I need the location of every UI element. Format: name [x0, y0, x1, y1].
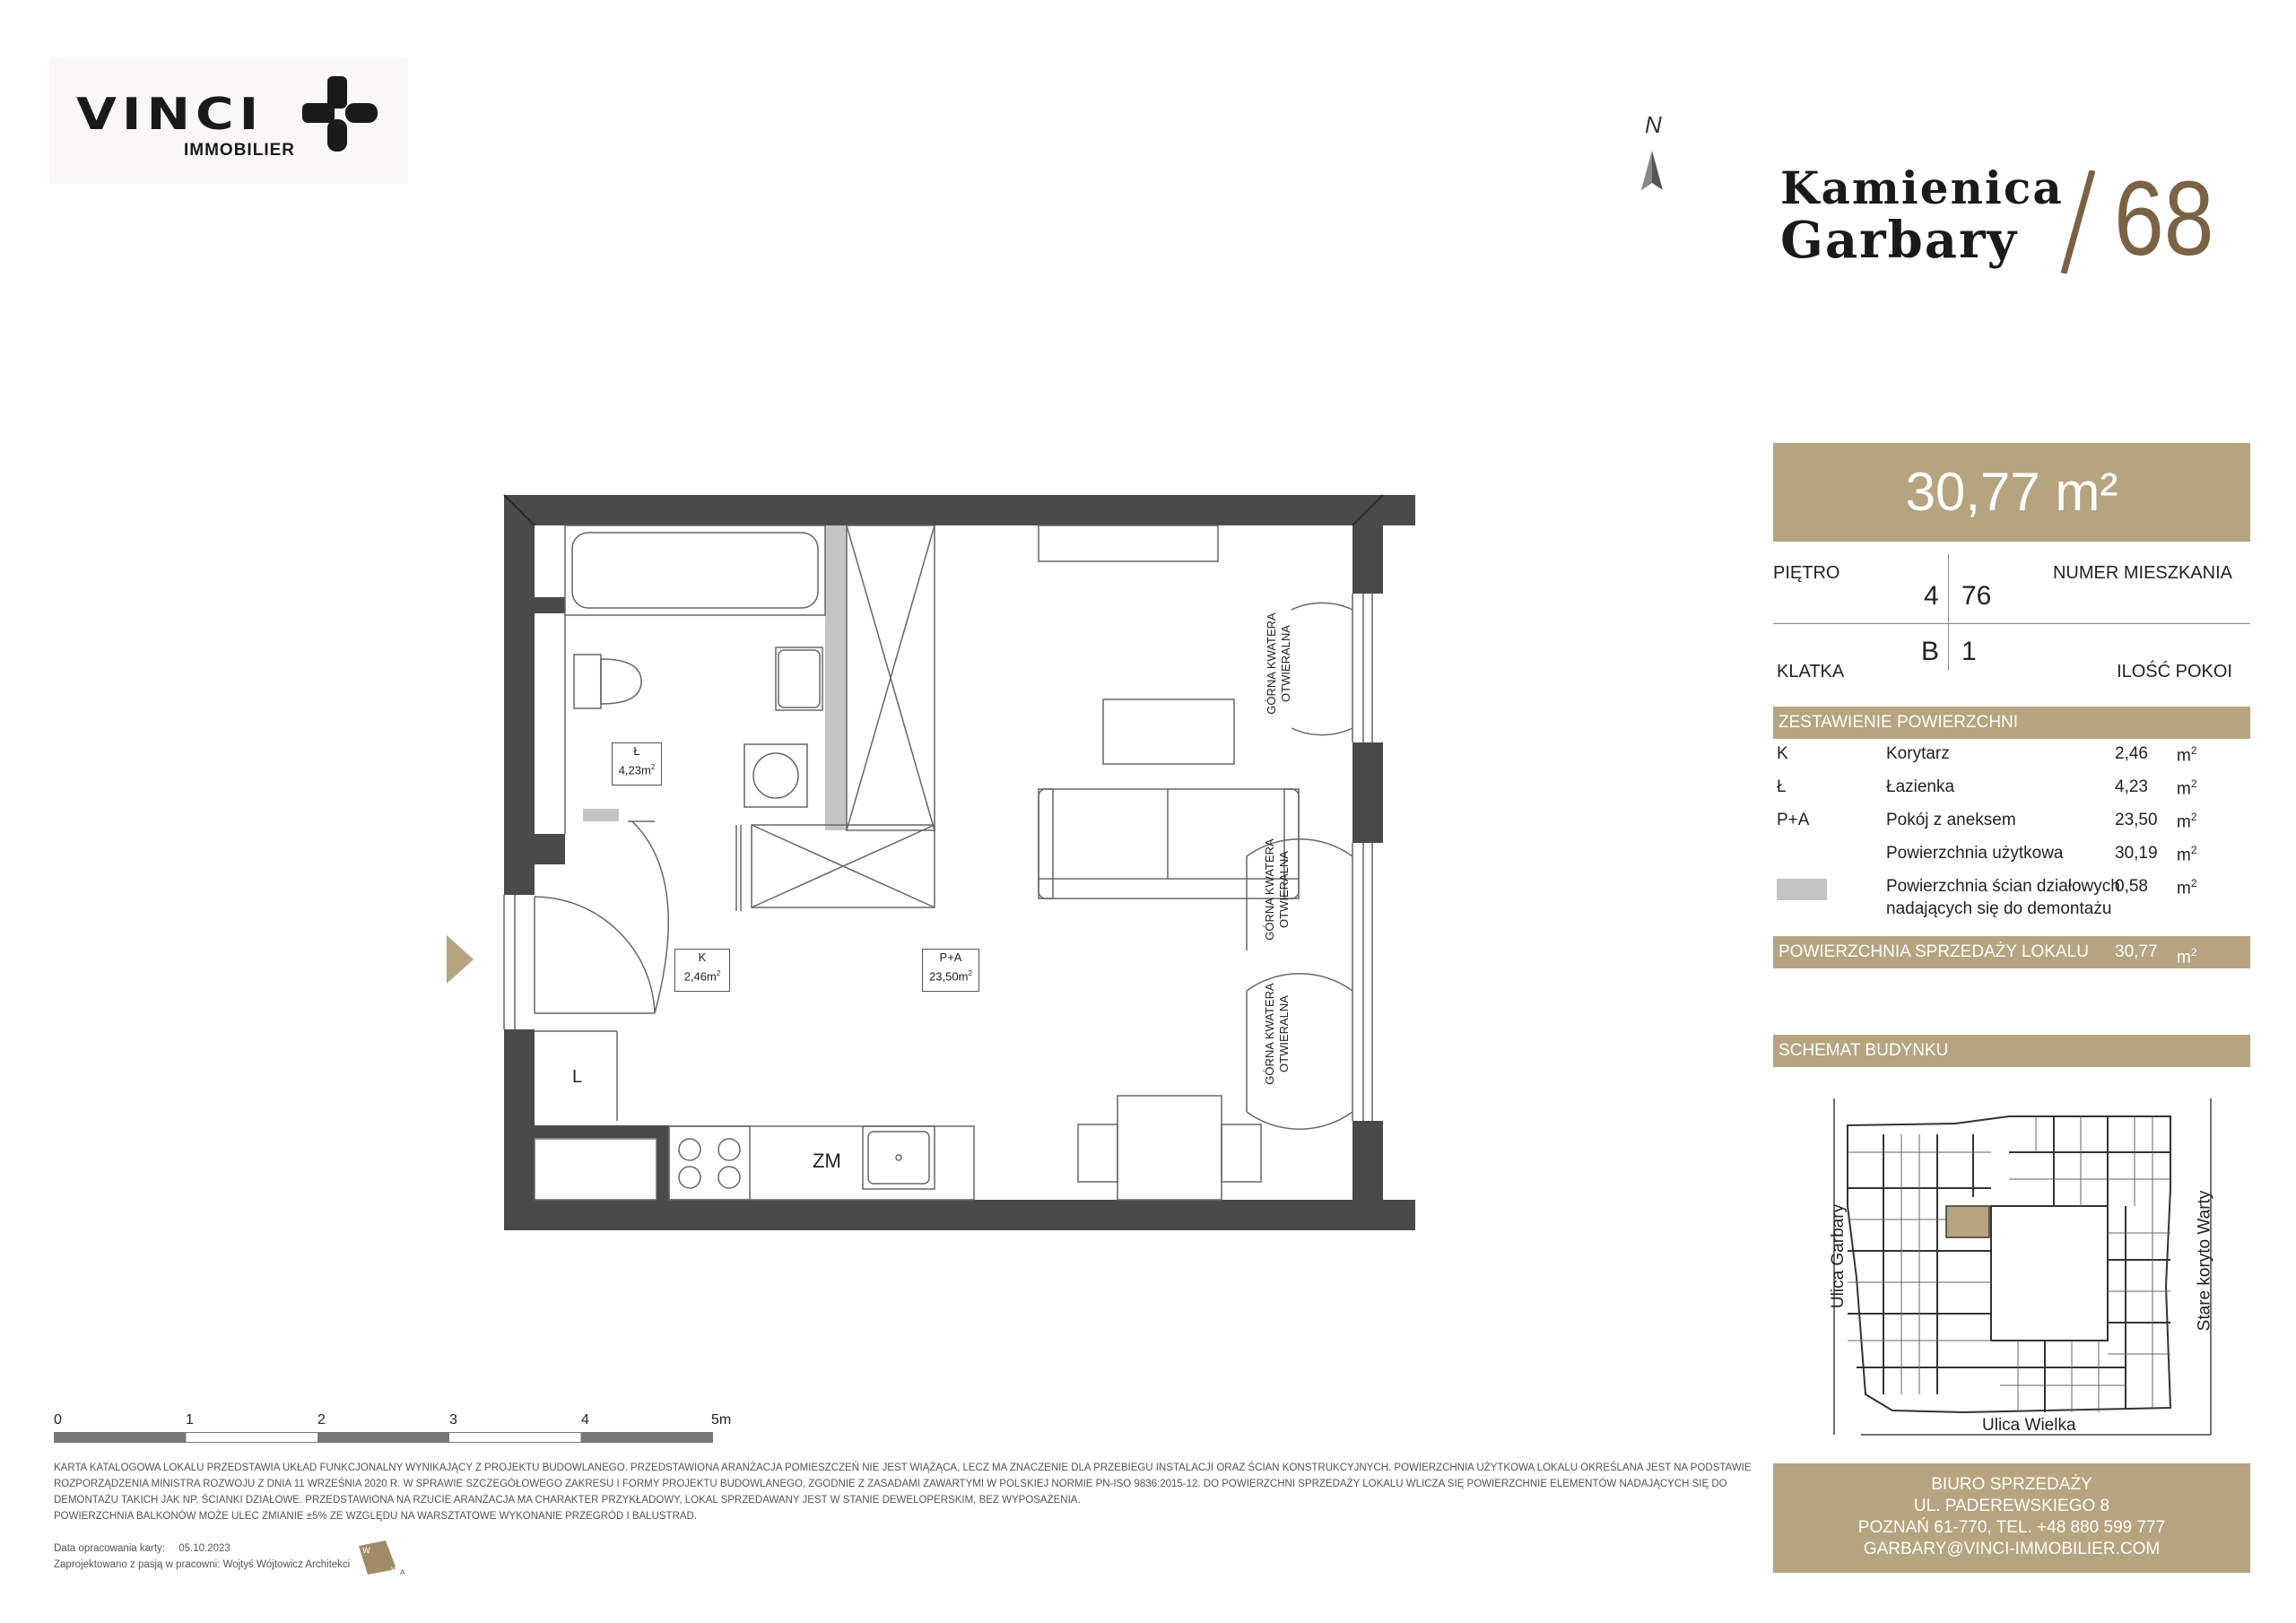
disclaimer-line4: POWIERZCHNIA BALKONÓW MOŻE ULEC ZMIANIE ±5% ZE WZGLĘDU NA WARSZTATOWE WYKONANIE PRZEGRÓD I BALUSTRAD. — [54, 1511, 698, 1522]
street-bottom: Ulica Wielka — [1982, 1416, 2076, 1435]
scale-tick-1: 1 — [186, 1412, 194, 1428]
scale-tick-2: 2 — [317, 1412, 326, 1428]
area-row-walls — [1773, 877, 2250, 922]
svg-text:A: A — [400, 1568, 405, 1576]
total-value: 30,77 — [2115, 942, 2158, 961]
scale-segments — [54, 1432, 713, 1443]
schema-header: SCHEMAT BUDYNKU — [1773, 1035, 2250, 1067]
area-code: K — [1777, 744, 1788, 763]
area-value: 23,50 — [2115, 811, 2158, 829]
area-value: 30,19 — [2115, 844, 2158, 863]
office-line3: POZNAŃ 61-770, TEL. +48 880 599 777 — [1857, 1518, 2166, 1537]
total-unit: $m^2$ — [2177, 946, 2197, 968]
walls-line2: nadających się do demontażu — [1886, 899, 2112, 918]
room-label: P+A — [939, 950, 962, 964]
area-value: 2,46 — [2115, 744, 2148, 763]
office-line1: BIURO SPRZEDAŻY — [1931, 1475, 2092, 1494]
vinci-logo — [49, 58, 408, 184]
vinci-sub: IMMOBILIER — [184, 141, 295, 160]
area-code: Ł — [1777, 777, 1787, 796]
info-divider-v — [1948, 554, 1949, 671]
card-date — [54, 1541, 230, 1557]
svg-text:W: W — [391, 1567, 399, 1575]
window-label-3: GÓRNA KWATERA OTWIERALNA — [1263, 983, 1291, 1085]
area-name: Pokój z aneksem — [1886, 811, 2016, 829]
area-name: Korytarz — [1886, 744, 1950, 763]
area-unit: $m^2$ — [2177, 744, 2197, 766]
corridor-label-box — [674, 949, 730, 992]
pokoi-label: ILOŚĆ POKOI — [2117, 662, 2232, 681]
zm-label: ZM — [813, 1150, 841, 1172]
total-row — [1773, 936, 2250, 968]
disclaimer-line3: DEMONTAŻU TAKICH JAK NP. ŚCIANKI DZIAŁOWE. PRZEDSTAWIONA NA RZUCIE ARANŻACJA MA CHARAKTER PRZYKŁADOWY, LOKAL SPRZEDAWANY JEST W STANIE DEWELOPERSKIM, BEZ WYPOSAŻENIA. — [54, 1495, 1081, 1506]
date-label: Data opracowania karty: — [54, 1543, 166, 1554]
project-title-line1: Kamienica — [1780, 161, 2064, 214]
vinci-cross-icon — [302, 76, 383, 161]
walls-line1: Powierzchnia ścian działowych — [1886, 877, 2120, 896]
sales-office-box — [1773, 1463, 2250, 1573]
area-code: P+A — [1777, 811, 1810, 829]
info-divider-h — [1773, 623, 2250, 624]
building-schema-drawing — [1830, 1098, 2215, 1448]
floor-plan — [439, 493, 1426, 1246]
date-value: 05.10.2023 — [178, 1543, 230, 1554]
area-unit: $m^2$ — [2177, 844, 2197, 865]
apartment-info — [1773, 554, 2250, 689]
schema-apartment-marker — [1946, 1206, 1989, 1237]
north-arrow-icon — [1639, 151, 1665, 191]
numer-label: NUMER MIESZKANIA — [2052, 563, 2232, 583]
scale-tick-4: 4 — [581, 1412, 589, 1428]
l-label: L — [572, 1067, 583, 1087]
area-name: Łazienka — [1886, 777, 1955, 796]
area-unit: $m^2$ — [2177, 777, 2197, 799]
pokoi-value: 1 — [1961, 637, 1977, 666]
bath-label: Ł — [633, 744, 640, 758]
architect-logo-icon — [359, 1541, 409, 1576]
scale-tick-0: 0 — [54, 1412, 62, 1428]
project-title — [1780, 161, 2283, 287]
svg-text:W: W — [362, 1547, 370, 1556]
klatka-label: KLATKA — [1777, 662, 1845, 681]
area-unit: $m^2$ — [2177, 877, 2197, 898]
office-email[interactable]: GARBARY@VINCI-IMMOBILIER.COM — [1863, 1540, 2161, 1558]
title-slash — [2057, 170, 2101, 273]
scale-tick-5: 5m — [711, 1412, 732, 1428]
area-unit: $m^2$ — [2177, 811, 2197, 832]
north-label: N — [1645, 111, 1662, 138]
office-line2: UL. PADEREWSKIEGO 8 — [1913, 1497, 2110, 1515]
disclaimer — [54, 1460, 1758, 1524]
street-left: Ulica Garbary — [1829, 1203, 1848, 1309]
vinci-wordmark: VINCI — [76, 88, 265, 140]
areas-header: ZESTAWIENIE POWIERZCHNI — [1773, 707, 2250, 739]
walls-swatch — [1777, 879, 1827, 900]
total-label: POWIERZCHNIA SPRZEDAŻY LOKALU — [1779, 942, 2089, 961]
klatka-value: B — [1921, 637, 1940, 666]
street-right: Stare koryto Warty — [2195, 1190, 2214, 1332]
disclaimer-line2: ROZPORZĄDZENIA MINISTRA ROZWOJU Z DNIA 11 WRZEŚNIA 2020 R. W SPRAWIE SZCZEGÓŁOWEGO ZAKRESU I FORMY PROJEKTU BUDOWLANEGO, ZGODNIE Z ZASADAMI ZAWARTYMI W POLSKIEJ NORMIE PN-ISO 9836:2015-12. DO POWIERZCHNI SPRZEDAŻY LOKALU WLICZA SIĘ POWIERZCHNIE ELEMENTÓW NADAJĄCYCH SIĘ DO — [54, 1479, 1727, 1489]
project-title-line2: Garbary — [1780, 211, 2019, 270]
scale-tick-3: 3 — [449, 1412, 457, 1428]
bath-area: $4,23m^2$ — [618, 763, 656, 777]
room-area: $23,50m^2$ — [929, 969, 972, 984]
total-area: 30,77 m² — [1905, 462, 2118, 522]
bath-label-box — [612, 742, 662, 785]
window-label-2: GÓRNA KWATERA OTWIERALNA — [1263, 838, 1291, 941]
area-value: 4,23 — [2115, 777, 2148, 796]
building-schema — [1830, 1098, 2215, 1448]
pietro-label: PIĘTRO — [1773, 563, 1840, 583]
corridor-label: K — [698, 950, 707, 964]
corridor-area: $2,46m^2$ — [683, 969, 721, 984]
north-indicator — [1634, 108, 1670, 197]
area-name: Powierzchnia użytkowa — [1886, 844, 2064, 863]
scale-bar — [54, 1412, 735, 1448]
designer-credit: Zaprojektowano z pasją w pracowni: Wojtyś Wójtowicz Architekci — [54, 1559, 351, 1570]
pietro-value: 4 — [1924, 581, 1939, 611]
walls-value: 0,58 — [2115, 877, 2148, 896]
project-number: 68 — [2114, 160, 2214, 278]
area-banner — [1773, 443, 2250, 542]
entrance-arrow-icon — [447, 935, 474, 984]
numer-value: 76 — [1961, 581, 1992, 611]
disclaimer-line1: KARTA KATALOGOWA LOKALU PRZEDSTAWIA UKŁAD FUNKCJONALNY WYNIKAJĄCY Z PROJEKTU BUDOWLANEGO. PRZEDSTAWIONA ARANŻACJA POMIESZCZEŃ NIE JEST WIĄŻĄCA, LECZ MA ZNACZENIE DLA PRZEBIEGU INSTALACJI ORAZ ŚCIAN KONSTRUKCYJNYCH. POWIERZCHNIA UŻYTKOWA LOKALU OKREŚLANA JEST NA PODSTAWIE — [54, 1462, 1752, 1473]
room-label-box — [922, 949, 979, 992]
window-label-1: GÓRNA KWATERA OTWIERALNA — [1265, 612, 1292, 715]
